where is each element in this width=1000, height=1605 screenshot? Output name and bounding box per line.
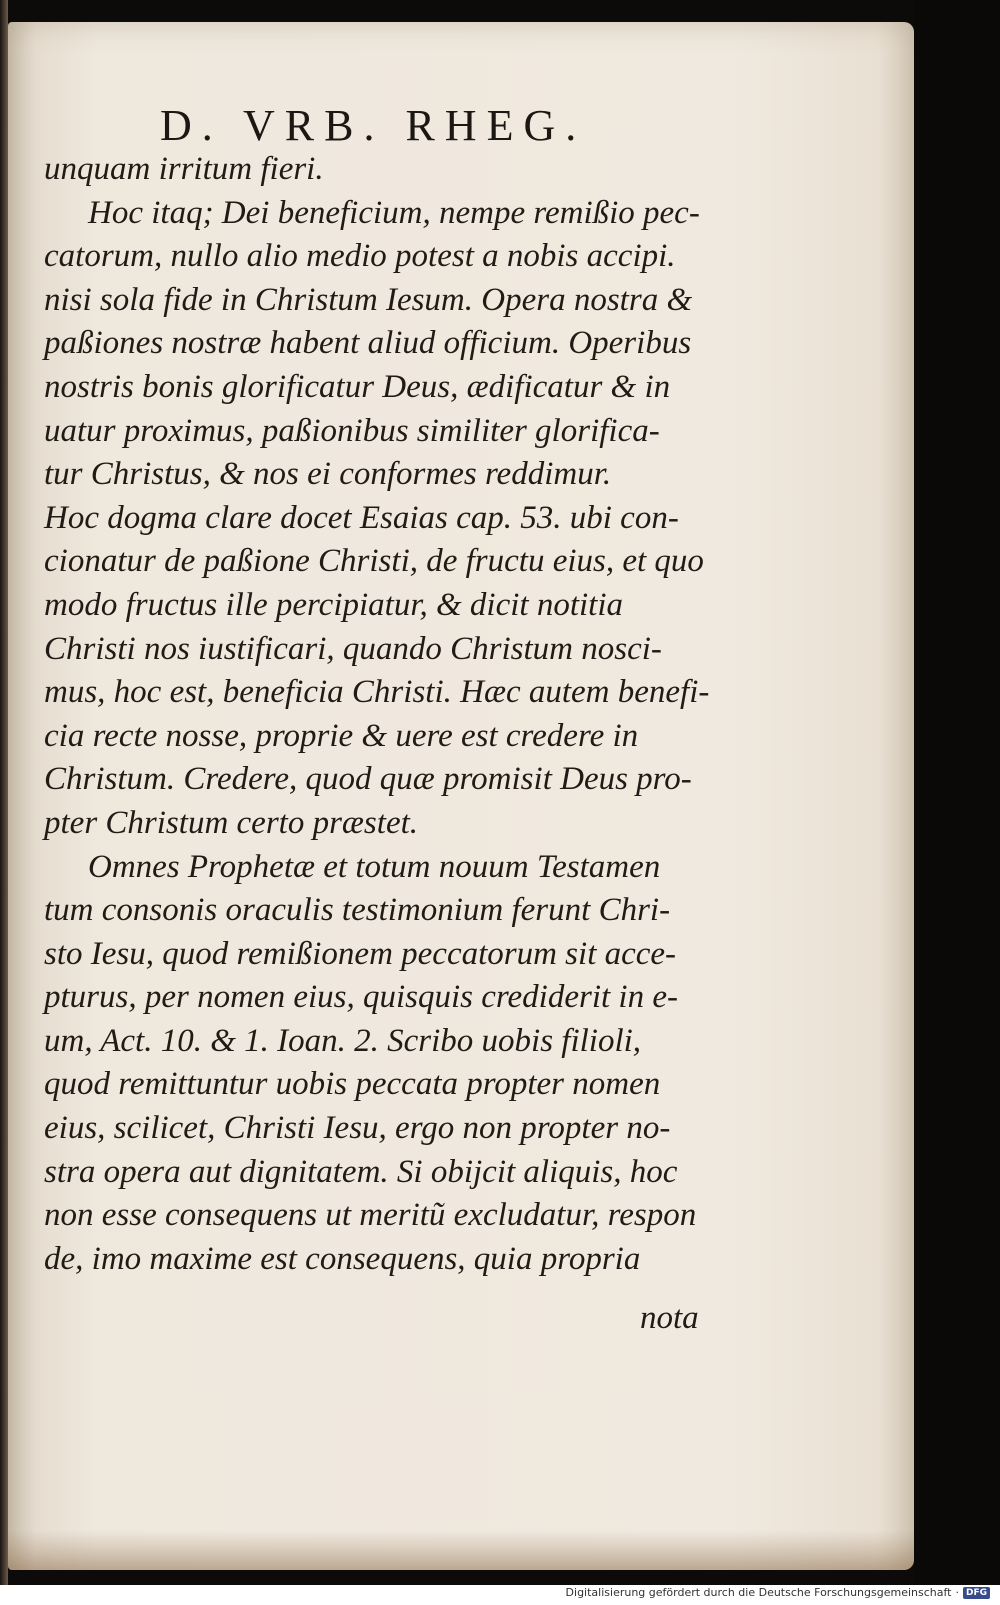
text-line: nisi sola fide in Christum Iesum. Opera nostra & xyxy=(44,281,693,318)
text-line: non esse consequens ut meritũ excludatur, respon xyxy=(44,1197,697,1234)
text-line: tum consonis oraculis testimonium ferunt Chri- xyxy=(44,892,671,929)
scan-background-right xyxy=(914,0,1000,1585)
text-line: Christi nos iustificari, quando Christum nosci- xyxy=(44,630,662,667)
catchword: nota xyxy=(640,1300,699,1336)
separator-dot: · xyxy=(955,1586,959,1599)
credit-text: Digitalisierung gefördert durch die Deutsche Forschungsgemeinschaft xyxy=(565,1586,952,1599)
text-line: nostris bonis glorificatur Deus, ædificatur & in xyxy=(44,368,671,405)
running-head: D. VRB. RHEG. xyxy=(160,101,587,150)
text-line: uatur proximus, paßionibus similiter glorifica- xyxy=(44,412,660,449)
text-line: mus, hoc est, beneficia Christi. Hæc autem benefi- xyxy=(44,674,710,711)
text-line: eius, scilicet, Christi Iesu, ergo non propter no- xyxy=(44,1110,671,1147)
text-line: Christum. Credere, quod quæ promisit Deus pro- xyxy=(44,761,692,798)
page-bottom-edge xyxy=(8,1530,914,1570)
dfg-logo-icon: DFG xyxy=(963,1587,990,1599)
digitization-credit xyxy=(566,1586,990,1599)
text-line: quod remittuntur uobis peccata propter nomen xyxy=(44,1066,661,1103)
text-line: cionatur de paßione Christi, de fructu eius, et quo xyxy=(44,543,704,580)
text-line: sto Iesu, quod remißionem peccatorum sit acce- xyxy=(44,935,677,972)
text-line: pturus, per nomen eius, quisquis crediderit in e- xyxy=(44,979,678,1016)
text-line: Hoc dogma clare docet Esaias cap. 53. ubi con- xyxy=(44,499,679,536)
text-line: unquam irritum fieri. xyxy=(44,151,324,187)
body-text xyxy=(44,148,724,1281)
book-spine-edge xyxy=(0,0,8,1585)
text-line: de, imo maxime est consequens, quia propria xyxy=(44,1240,641,1277)
text-line: pter Christum certo præstet. xyxy=(44,804,419,841)
text-line: Hoc itaq; Dei beneficium, nempe remißio pec- xyxy=(88,194,700,231)
text-line: um, Act. 10. & 1. Ioan. 2. Scribo uobis filioli, xyxy=(44,1022,642,1059)
text-line: tur Christus, & nos ei conformes reddimur. xyxy=(44,456,612,493)
text-line: modo fructus ille percipiatur, & dicit notitia xyxy=(44,586,623,623)
text-line: catorum, nullo alio medio potest a nobis accipi. xyxy=(44,238,676,275)
text-line: stra opera aut dignitatem. Si obijcit aliquis, hoc xyxy=(44,1153,678,1190)
text-line: Omnes Prophetæ et totum nouum Testamen xyxy=(88,848,661,885)
text-line: cia recte nosse, proprie & uere est credere in xyxy=(44,717,639,754)
text-line: paßiones nostræ habent aliud officium. Operibus xyxy=(44,325,692,362)
